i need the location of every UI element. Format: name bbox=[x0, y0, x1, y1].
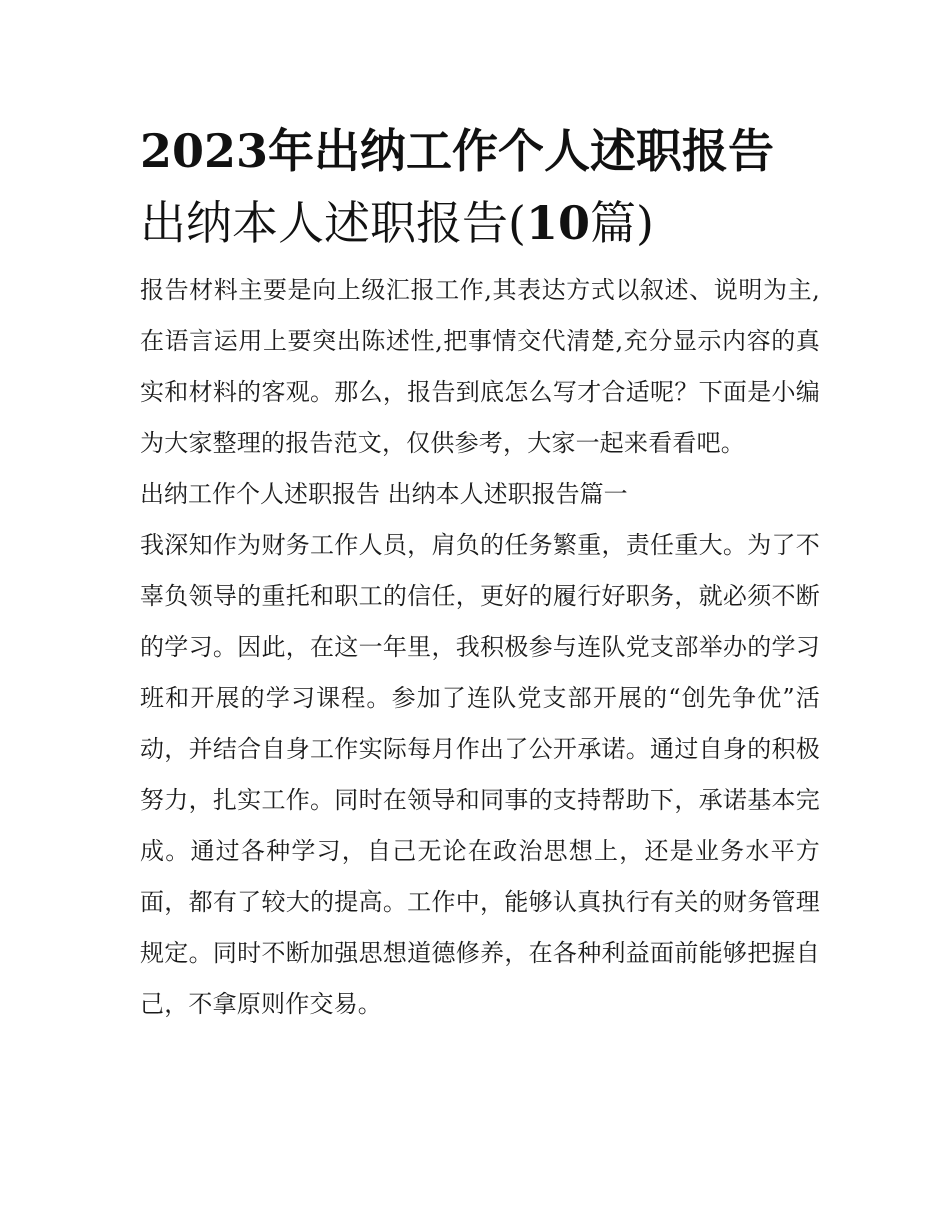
title-line-2-number: 10 bbox=[525, 196, 590, 250]
document-title bbox=[140, 115, 820, 259]
title-line-2 bbox=[140, 187, 820, 259]
title-line-1: 2023年出纳工作个人述职报告 bbox=[140, 124, 775, 178]
title-line-2-prefix: 出纳本人述职报告( bbox=[140, 196, 526, 250]
section-heading: 出纳工作个人述职报告 出纳本人述职报告篇一 bbox=[140, 480, 628, 508]
intro-paragraph: 报告材料主要是向上级汇报工作,其表达方式以叙述、说明为主,在语言运用上要突出陈述性,把事情交代清楚,充分显示内容的真实和材料的客观。那么，报告到底怎么写才合适呢？下面是小编为大家整理的报告范文，仅供参考，大家一起来看看吧。 bbox=[140, 276, 820, 457]
section-body-paragraph: 我深知作为财务工作人员，肩负的任务繁重，责任重大。为了不辜负领导的重托和职工的信任，更好的履行好职务，就必须不断的学习。因此，在这一年里，我积极参与连队党支部举办的学习班和开展的学习课程。参加了连队党支部开展的“创先争优”活动，并结合自身工作实际每月作出了公开承诺。通过自身的积极努力，扎实工作。同时在领导和同事的支持帮助下，承诺基本完成。通过各种学习，自己无论在政治思想上，还是业务水平方面，都有了较大的提高。工作中，能够认真执行有关的财务管理规定。同时不断加强思想道德修养，在各种利益面前能够把握自己，不拿原则作交易。 bbox=[140, 531, 820, 1018]
title-line-2-suffix: 篇) bbox=[589, 196, 654, 250]
document-content bbox=[140, 115, 820, 1030]
